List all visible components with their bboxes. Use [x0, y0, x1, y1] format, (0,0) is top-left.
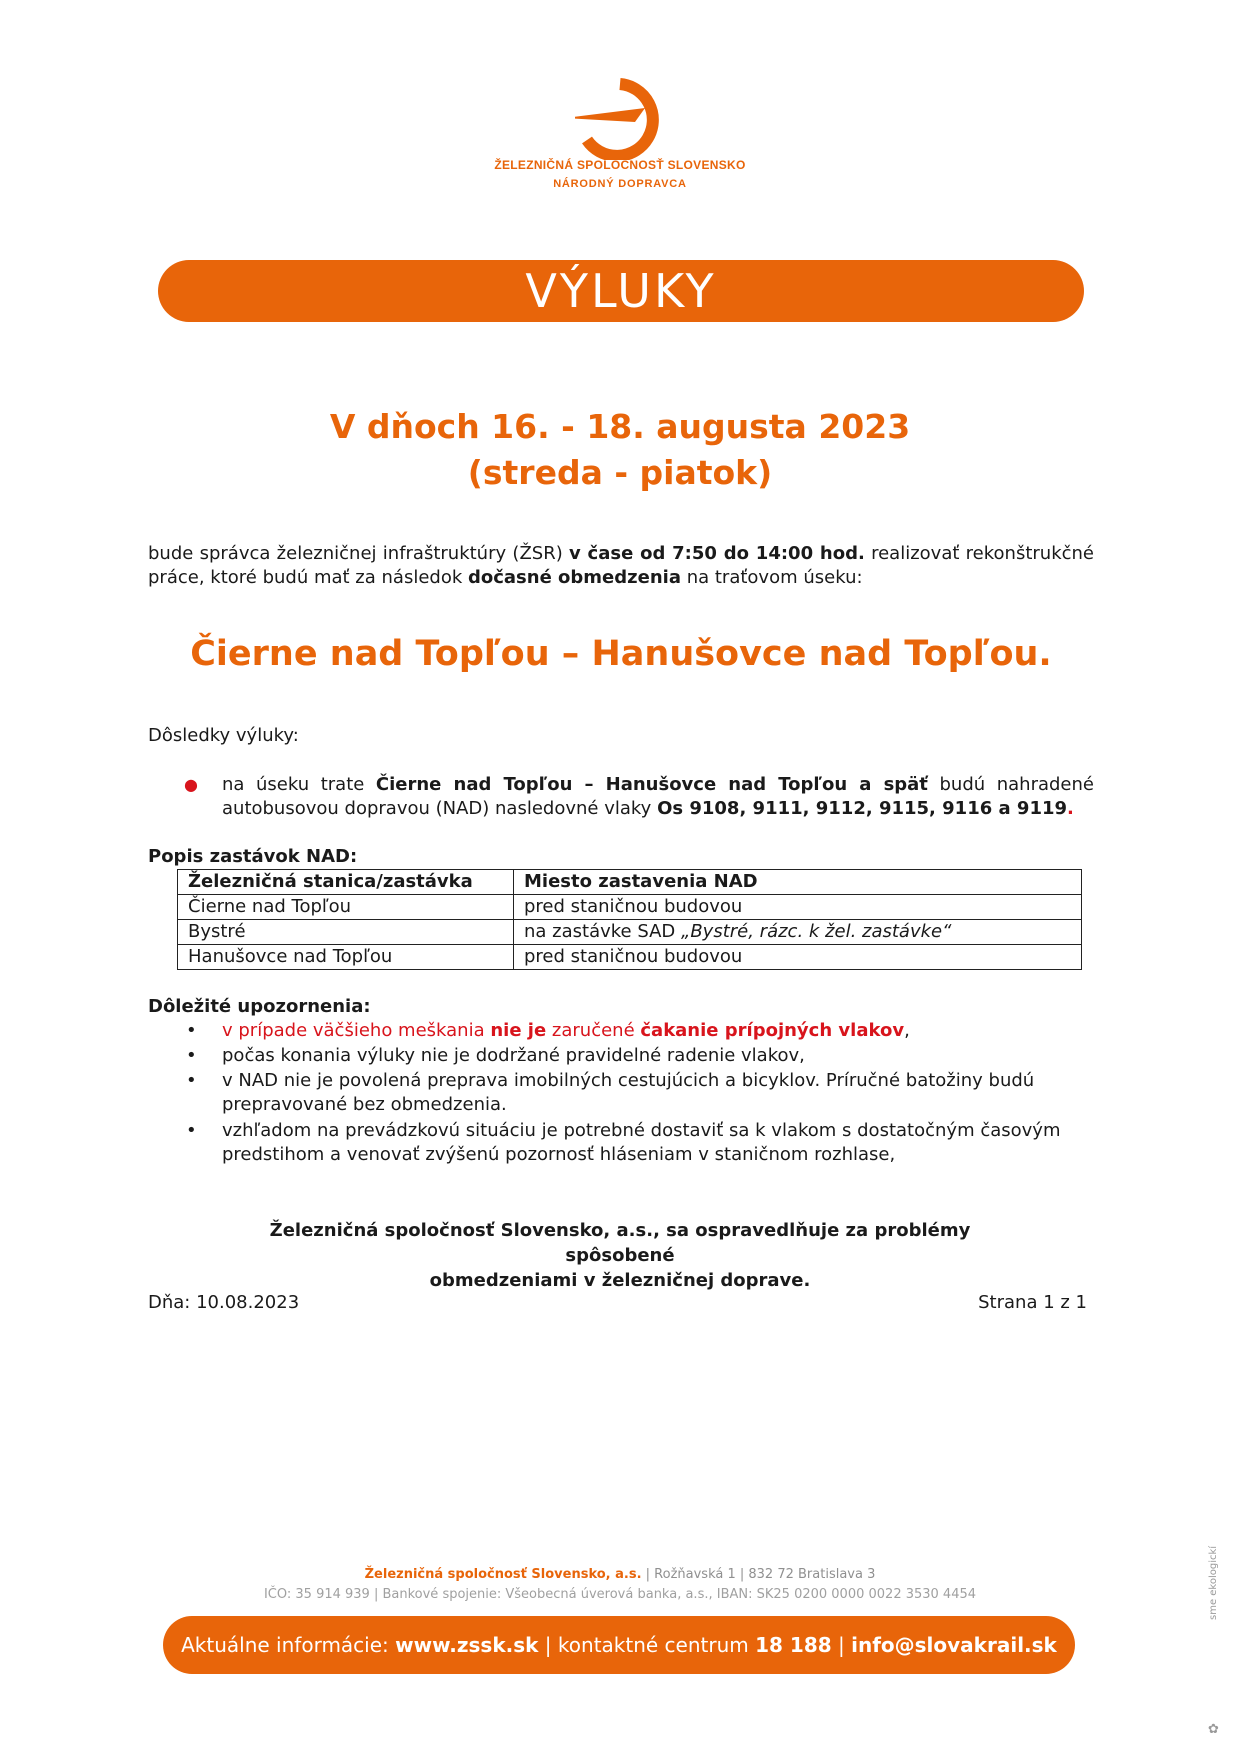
- footer-contact: [163, 1616, 1075, 1674]
- cons-text-1: na úseku trate: [222, 774, 376, 795]
- warn1-text-1: v prípade väčšieho meškania: [222, 1020, 491, 1041]
- place-italic: „Bystré, rázc. k žel. zastávke“: [681, 921, 952, 942]
- place-cell: pred staničnou budovou: [514, 945, 1082, 970]
- eco-note: sme ekologickí: [1208, 1545, 1219, 1620]
- header-station: Železničná stanica/zastávka: [178, 870, 514, 895]
- footer-email-link[interactable]: info@slovakrail.sk: [851, 1633, 1057, 1657]
- footer-street: | Rožňavská 1 | 832 72 Bratislava 3: [641, 1567, 876, 1582]
- warning-item-4: vzhľadom na prevádzkovú situáciu je potrebné dostaviť sa k vlakom s dostatočným časovým predstihom a venovať zvýšenú pozornosť hláseniam v staničnom rozhlase,: [222, 1120, 1061, 1165]
- bullet-icon: •: [186, 1045, 197, 1066]
- intro-text-1: bude správca železničnej infraštruktúry (ŽSR): [148, 543, 569, 564]
- footer-web-link[interactable]: www.zssk.sk: [395, 1633, 539, 1657]
- place-cell: pred staničnou budovou: [514, 895, 1082, 920]
- logo-tagline: NÁRODNÝ DOPRAVCA: [553, 178, 687, 190]
- warn1-bold-2: čakanie prípojných vlakov: [640, 1020, 905, 1041]
- intro-text-2: realizovať rekonštrukčné práce, ktoré budú mať za následok: [148, 543, 1095, 588]
- route-title: Čierne nad Topľou – Hanušovce nad Topľou.: [190, 634, 1052, 674]
- headline-dates: V dňoch 16. - 18. augusta 2023: [329, 407, 911, 446]
- apology-line-1: Železničná spoločnosť Slovensko, a.s., sa ospravedlňuje za problémy spôsobené: [269, 1220, 971, 1266]
- warning-item-1: [222, 1019, 1094, 1043]
- cons-route: Čierne nad Topľou – Hanušovce nad Topľou a späť: [375, 774, 928, 795]
- warn1-bold-1: nie je: [490, 1020, 547, 1041]
- logo-company-name: ŽELEZNIČNÁ SPOLOČNOSŤ SLOVENSKO: [494, 158, 746, 172]
- table-header-row: [178, 870, 1082, 895]
- consequences-item: [222, 773, 1094, 821]
- page-number: Strana 1 z 1: [978, 1292, 1087, 1313]
- warning-item-2: počas konania výluky nie je dodržané pravidelné radenie vlakov,: [222, 1045, 805, 1066]
- station-cell: Čierne nad Topľou: [178, 895, 514, 920]
- banner-title: VÝLUKY: [525, 264, 717, 318]
- intro-text-3: na traťovom úseku:: [680, 567, 863, 588]
- table-row: [178, 945, 1082, 970]
- warn1-end: ,: [904, 1020, 910, 1041]
- warnings-title: Dôležité upozornenia:: [148, 996, 371, 1017]
- bullet-icon: •: [186, 1120, 197, 1141]
- apology-line-2: obmedzeniami v železničnej doprave.: [429, 1270, 811, 1291]
- station-cell: Bystré: [178, 920, 514, 945]
- table-row: [178, 895, 1082, 920]
- footer-company: Železničná spoločnosť Slovensko, a.s.: [364, 1567, 642, 1582]
- cons-end: .: [1067, 798, 1074, 819]
- intro-time: v čase od 7:50 do 14:00 hod.: [569, 543, 865, 564]
- intro-restrictions: dočasné obmedzenia: [467, 567, 681, 588]
- header-place: Miesto zastavenia NAD: [514, 870, 1082, 895]
- footer-phone: 18 188: [755, 1633, 832, 1657]
- footer-ids: IČO: 35 914 939 | Bankové spojenie: Všeobecná úverová banka, a.s., IBAN: SK25 0200 0000 0022 3530 4454: [263, 1587, 977, 1602]
- place-prefix: na zastávke SAD: [524, 921, 681, 942]
- warning-item-3: v NAD nie je povolená preprava imobilných cestujúcich a bicyklov. Príručné batožiny budú prepravované bez obmedzenia.: [222, 1070, 1035, 1115]
- cons-text-2: budú nahradené autobusovou dopravou (NAD) nasledovné vlaky: [222, 774, 1094, 819]
- stops-title: Popis zastávok NAD:: [148, 846, 358, 867]
- intro-paragraph: [148, 542, 1094, 590]
- bullet-icon: •: [186, 1070, 197, 1091]
- footer-address: [200, 1566, 1040, 1584]
- footer-contact-label: | kontaktné centrum: [538, 1633, 756, 1657]
- footer-info-label: Aktuálne informácie:: [181, 1633, 396, 1657]
- table-row: [178, 920, 1082, 945]
- bullet-icon: •: [186, 1020, 197, 1041]
- issue-date: Dňa: 10.08.2023: [148, 1292, 300, 1313]
- bullet-icon: ●: [184, 775, 198, 794]
- place-cell: [514, 920, 1082, 945]
- date-headline: [160, 404, 1080, 496]
- headline-days: (streda - piatok): [467, 453, 773, 492]
- zssk-logo: [575, 78, 665, 160]
- consequences-title: Dôsledky výluky:: [148, 725, 299, 746]
- station-cell: Hanušovce nad Topľou: [178, 945, 514, 970]
- footer-separator: |: [831, 1633, 852, 1657]
- stops-table: [177, 869, 1082, 970]
- apology-text: [220, 1218, 1020, 1293]
- eco-icon: ✿: [1208, 1722, 1219, 1737]
- cons-trains: Os 9108, 9111, 9112, 9115, 9116 a 9119: [657, 798, 1068, 819]
- warn1-text-2: zaručené: [546, 1020, 641, 1041]
